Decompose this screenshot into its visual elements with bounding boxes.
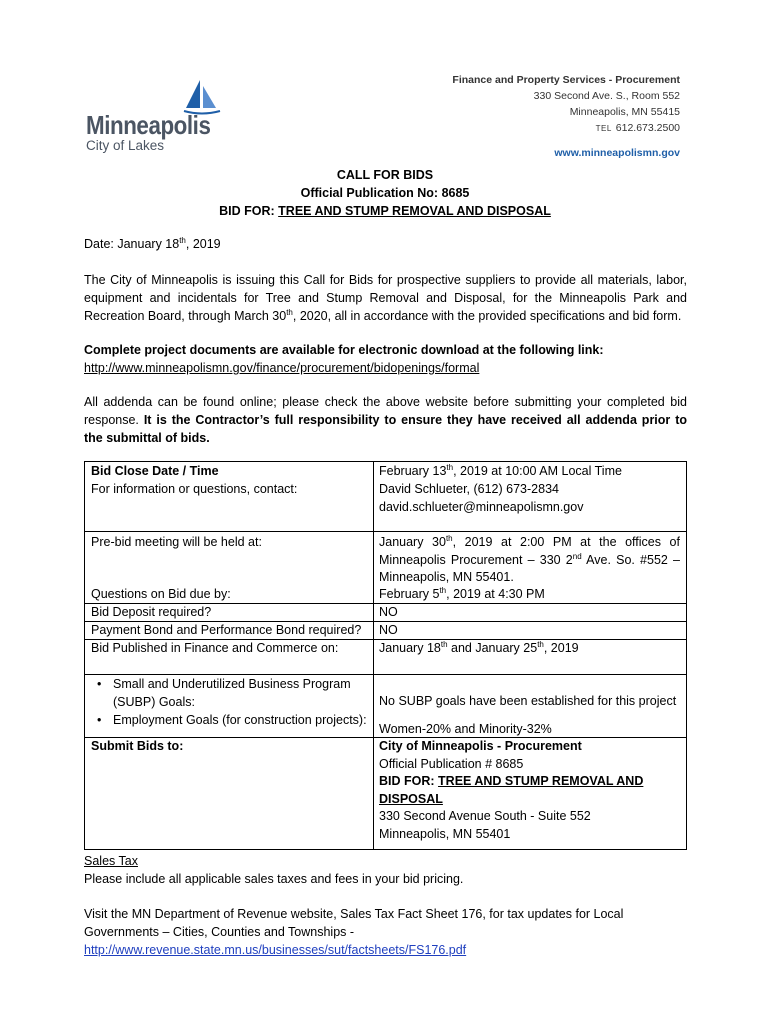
prebid-label: Pre-bid meeting will be held at: [91, 535, 262, 549]
bond-label: Payment Bond and Performance Bond required? [91, 623, 362, 637]
deposit-label: Bid Deposit required? [91, 605, 212, 619]
revenue-link[interactable]: http://www.revenue.state.mn.us/businesses/sut/factsheets/FS176.pdf [84, 943, 467, 957]
document-date: Date: January 18th, 2019 [84, 235, 221, 251]
city-logo [86, 78, 226, 158]
submit-bid-for: BID FOR: TREE AND STUMP REMOVAL AND DISPOSAL [379, 774, 644, 806]
address-line-1: 330 Second Ave. S., Room 552 [533, 90, 680, 102]
deposit-value: NO [379, 605, 398, 619]
subp-value: No SUBP goals have been established for this project [379, 694, 677, 708]
contact-name: David Schlueter, (612) 673-2834 [379, 482, 559, 496]
employment-value: Women-20% and Minority-32% [379, 722, 552, 736]
bid-close-value: February 13th, 2019 at 10:00 AM Local Time [379, 462, 622, 478]
document-titles [0, 166, 770, 220]
bullet-icon: • [97, 677, 102, 691]
subp-label: Small and Underutilized Business Program (SUBP) Goals: [113, 677, 351, 709]
logo-tagline: City of Lakes [86, 138, 165, 153]
telephone [452, 120, 680, 137]
submit-org: City of Minneapolis - Procurement [379, 739, 582, 753]
submit-address [379, 738, 680, 844]
table-row-line [85, 531, 686, 532]
table-divider [373, 462, 374, 849]
bid-close-label: Bid Close Date / Time [91, 464, 219, 478]
intro-paragraph: The City of Minneapolis is issuing this Call for Bids for prospective suppliers to provide all materials, labor, equipment and incidentals for Tree and Stump Removal and Disposal, for the Minneapolis Park and Recreation Board, through March 30th, 2020, all in accordance with the provided specifications and bid form. [84, 273, 687, 323]
addenda-responsibility: It is the Contractor’s full responsibility to ensure they have received all addenda prior to the submittal of bids. [84, 413, 687, 445]
employment-label: Employment Goals (for construction projects): [113, 713, 367, 727]
submit-address-line-2: Minneapolis, MN 55401 [379, 826, 511, 841]
office-info [452, 72, 680, 161]
goals-cell [85, 676, 373, 736]
department-name: Finance and Property Services - Procurement [452, 74, 680, 86]
addenda-paragraph: All addenda can be found online; please check the above website before submitting your completed bid response. It is the Contractor’s full responsibility to ensure they have received all addenda prior to the submittal of bids. [84, 395, 687, 445]
sales-tax-heading: Sales Tax [84, 854, 138, 868]
prebid-value: January 30th, 2019 at 2:00 PM at the offices of Minneapolis Procurement – 330 2nd Ave. So. #552 – Minneapolis, MN 55401. [379, 533, 680, 585]
title-call-for-bids: CALL FOR BIDS [336, 168, 434, 182]
documents-link[interactable]: http://www.minneapolismn.gov/finance/procurement/bidopenings/formal [84, 361, 480, 375]
questions-value: February 5th, 2019 at 4:30 PM [379, 585, 545, 601]
questions-label: Questions on Bid due by: [91, 587, 231, 601]
bond-value: NO [379, 623, 398, 637]
website-link[interactable]: www.minneapolismn.gov [554, 147, 680, 159]
published-label: Bid Published in Finance and Commerce on: [91, 641, 339, 655]
project-name: TREE AND STUMP REMOVAL AND DISPOSAL [278, 204, 551, 218]
logo-wordmark: Minneapolis [86, 110, 211, 140]
tel-number: 612.673.2500 [615, 122, 680, 134]
tel-label: TEL [595, 124, 612, 133]
sales-tax-text: Please include all applicable sales taxes and fees in your bid pricing. [84, 872, 464, 886]
address-line-2: Minneapolis, MN 55415 [569, 106, 680, 118]
submit-publication: Official Publication # 8685 [379, 756, 524, 771]
documents-heading: Complete project documents are available for electronic download at the following link: [84, 343, 604, 357]
submit-address-line-1: 330 Second Avenue South - Suite 552 [379, 809, 591, 824]
title-bid-for: BID FOR: TREE AND STUMP REMOVAL AND DISPOSAL [219, 204, 551, 218]
contact-email[interactable]: david.schlueter@minneapolismn.gov [379, 500, 584, 514]
submit-label: Submit Bids to: [91, 739, 184, 753]
contact-label: For information or questions, contact: [91, 482, 298, 496]
title-publication-no: Official Publication No: 8685 [300, 186, 470, 200]
published-value: January 18th and January 25th, 2019 [379, 639, 579, 655]
sales-tax-visit: Visit the MN Department of Revenue website, Sales Tax Fact Sheet 176, for tax updates for Local Governments – Cities, Counties and Townships - [84, 907, 624, 939]
bullet-icon: • [97, 713, 102, 727]
table-row-line [85, 674, 686, 675]
bid-details-table [84, 461, 687, 850]
